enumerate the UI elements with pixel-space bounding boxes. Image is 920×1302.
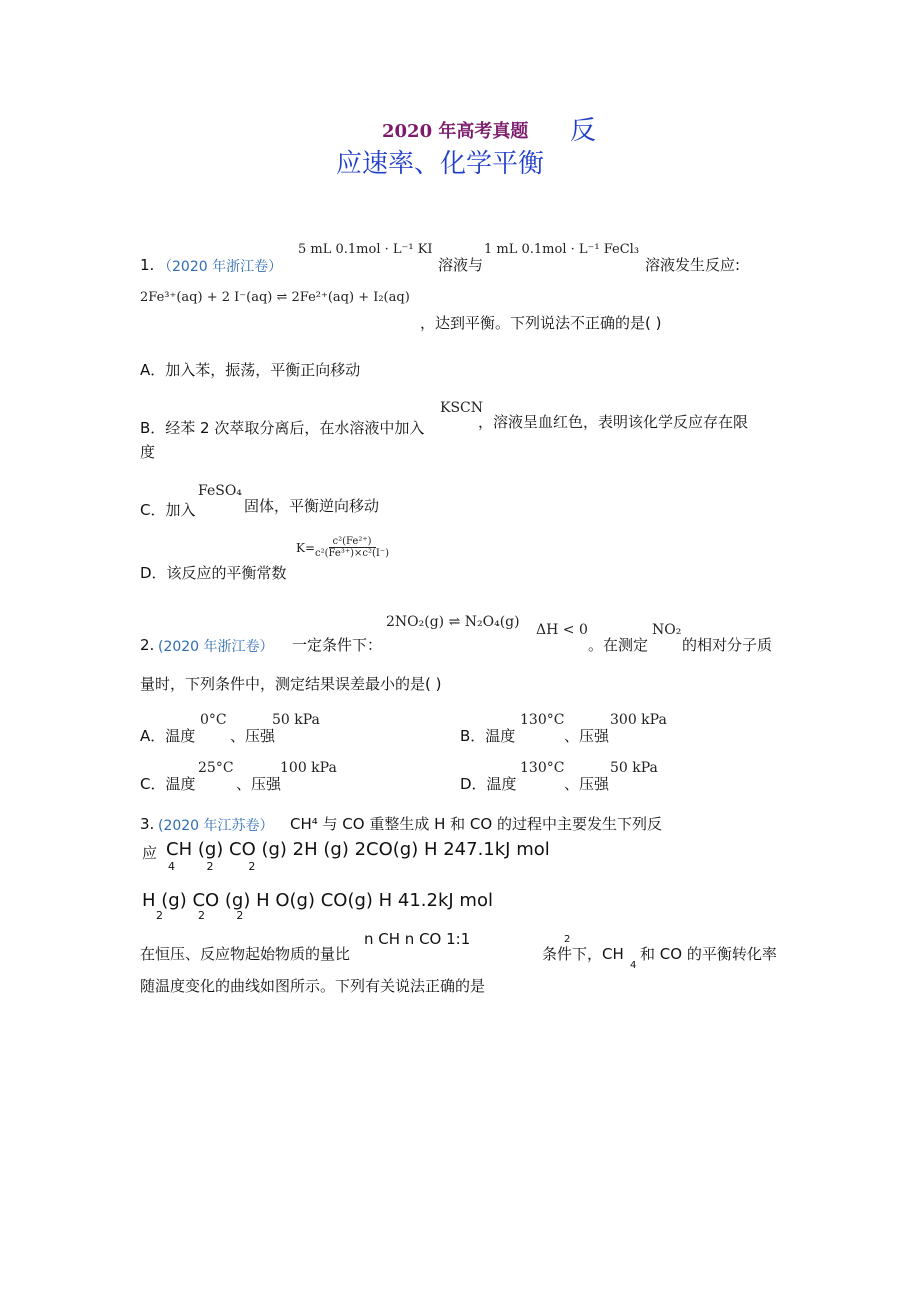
q2-delta-h: ΔH < 0	[536, 622, 588, 638]
q3-equation-2-subscripts: 2 2 2	[156, 909, 244, 922]
q3-source: (2020 年江苏卷）	[158, 818, 274, 834]
page-title-line1: 2020 年高考真题	[382, 121, 529, 142]
q1-text-a: 溶液与	[438, 256, 484, 274]
q2-option-a-pressure: 50 kPa	[272, 712, 320, 728]
q1-number: 1.	[140, 256, 155, 274]
q3-text-d: 条件下，CH	[542, 945, 624, 963]
q2-text-c: 的相对分子质	[682, 636, 773, 654]
q2-option-b-temp: 130°C	[520, 712, 565, 728]
q1-text-c: ，达到平衡。下列说法不正确的是( )	[420, 314, 662, 332]
q2-text-d: 量时，下列条件中，测定结果误差最小的是( )	[140, 675, 442, 693]
page-title-line1-tail: 反	[570, 116, 597, 146]
q1-option-d: D．该反应的平衡常数	[140, 564, 287, 582]
q3-text-e: 和 CO 的平衡转化率	[640, 945, 777, 963]
q1-equilibrium-constant	[296, 536, 389, 559]
q2-option-d-mid: 、压强	[564, 775, 610, 793]
k-lhs: K=	[296, 540, 316, 555]
q2-option-a-mid: 、压强	[230, 727, 276, 745]
q1-reaction: 2Fe³⁺(aq) + 2 I⁻(aq) ⇌ 2Fe²⁺(aq) + I₂(aq)	[140, 290, 410, 305]
q1-option-c-part2: 固体，平衡逆向移动	[244, 497, 380, 515]
q2-option-b-prefix: B．温度	[460, 727, 516, 745]
q2-source: (2020 年浙江卷）	[158, 639, 274, 655]
q3-ratio: n CH n CO 1:1	[364, 930, 471, 948]
q1-formula-feso4: FeSO₄	[198, 483, 242, 499]
q3-text-f: 随温度变化的曲线如图所示。下列有关说法正确的是	[140, 977, 486, 995]
q2-option-a-temp: 0°C	[200, 712, 227, 728]
k-fraction	[315, 536, 389, 559]
q2-option-b-mid: 、压强	[564, 727, 610, 745]
q1-text-b: 溶液发生反应:	[645, 256, 741, 274]
q3-text-a: CH⁴ 与 CO 重整生成 H 和 CO 的过程中主要发生下列反	[290, 815, 662, 833]
q2-option-c-prefix: C．温度	[140, 775, 196, 793]
q2-option-c-mid: 、压强	[236, 775, 282, 793]
q2-option-b-pressure: 300 kPa	[610, 712, 667, 728]
q2-formula-no2: NO₂	[652, 622, 682, 638]
q3-equation-2: H (g) CO (g) H O(g) CO(g) H 41.2kJ mol	[142, 890, 493, 911]
q1-option-c-part1: C．加入	[140, 501, 196, 519]
q3-text-c: 在恒压、反应物起始物质的量比	[140, 945, 351, 963]
q3-text-d-subscript: 4	[630, 960, 637, 971]
q3-text-e-superscript: 2	[564, 934, 571, 945]
q1-formula-kscn: KSCN	[440, 400, 484, 416]
q1-formula-ki: 5 mL 0.1mol · L⁻¹ KI	[298, 242, 433, 257]
q1-option-b-part3: 度	[140, 443, 156, 461]
q3-number: 3.	[140, 815, 155, 833]
page-title-line2: 应速率、化学平衡	[336, 149, 545, 179]
q1-option-b-part2: ，溶液呈血红色，表明该化学反应存在限	[478, 413, 749, 431]
q2-option-d-pressure: 50 kPa	[610, 760, 658, 776]
k-denominator: c²(Fe³⁺)×c²(I⁻)	[315, 548, 390, 559]
q1-option-a: A．加入苯，振荡，平衡正向移动	[140, 361, 361, 379]
k-numerator: c²(Fe²⁺)	[329, 536, 376, 548]
q2-number: 2.	[140, 636, 155, 654]
q3-equation-1: CH (g) CO (g) 2H (g) 2CO(g) H 247.1kJ mol	[166, 839, 550, 860]
q2-text-a: 一定条件下：	[292, 636, 383, 654]
q2-option-d-temp: 130°C	[520, 760, 565, 776]
q2-option-a-prefix: A．温度	[140, 727, 196, 745]
q2-option-c-pressure: 100 kPa	[280, 760, 337, 776]
q1-formula-fecl3: 1 mL 0.1mol · L⁻¹ FeCl₃	[484, 242, 640, 257]
q2-option-d-prefix: D．温度	[460, 775, 517, 793]
q1-source: （2020 年浙江卷）	[158, 259, 283, 275]
q1-option-b-part1: B．经苯 2 次萃取分离后，在水溶液中加入	[140, 419, 425, 437]
q2-option-c-temp: 25°C	[198, 760, 234, 776]
q3-equation-1-subscripts: 4 2 2	[168, 860, 256, 873]
q3-text-b: 应	[142, 844, 158, 862]
q2-text-b: 。在测定	[588, 636, 649, 654]
q2-reaction: 2NO₂(g) ⇌ N₂O₄(g)	[386, 614, 520, 630]
